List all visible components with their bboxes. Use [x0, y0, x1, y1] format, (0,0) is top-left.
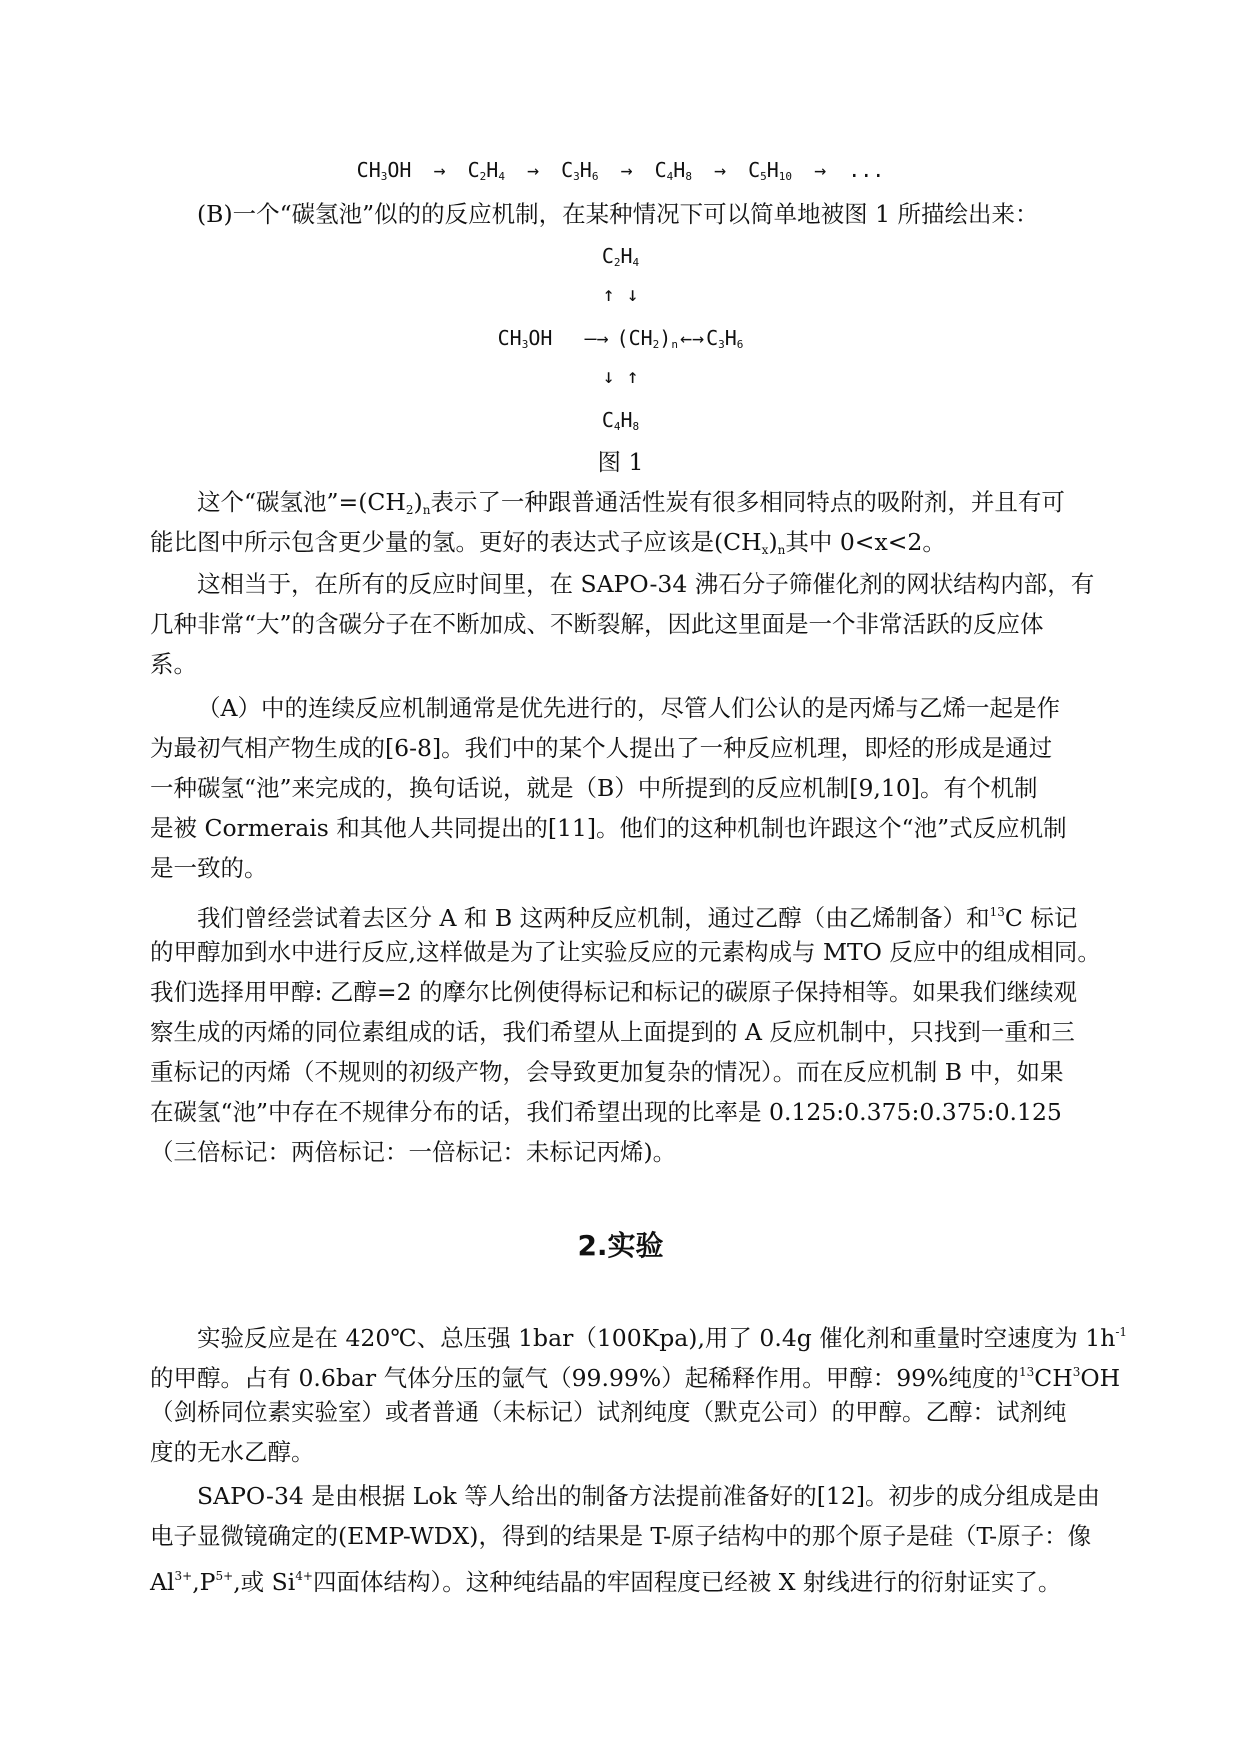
superscript: 5+ [215, 1569, 234, 1583]
subscript: 2 [652, 338, 660, 351]
paragraph-line: 的甲醇加到水中进行反应,这样做是为了让实验反应的元素构成与 MTO 反应中的组成相同。 [150, 938, 1101, 966]
paragraph-line [150, 522, 1112, 570]
subscript: 3 [573, 170, 580, 183]
butene-formula-part: H [673, 158, 686, 182]
text: 其中 0<x<2。 [785, 528, 946, 556]
superscript: 3+ [174, 1569, 193, 1583]
formula-part: CH [497, 326, 522, 350]
text: 四面体结构）。这种纯结晶的牢固程度已经被 X 射线进行的衍射证实了。 [312, 1568, 1062, 1596]
methanol-formula-part: CH [356, 158, 381, 182]
methanol-formula-part: OH [387, 158, 412, 182]
paragraph-line: 我们选择用甲醇: 乙醇=2 的摩尔比例使得标记和标记的碳原子保持相等。如果我们继续观 [150, 978, 1077, 1006]
paragraph-line [150, 1556, 1112, 1602]
subscript: 10 [778, 170, 793, 183]
subscript: n [777, 543, 786, 557]
formula-part: H [724, 326, 737, 350]
subscript: n [422, 503, 431, 517]
subscript: 4 [632, 256, 640, 269]
paragraph-line: 系。 [150, 650, 197, 678]
paragraph-line: （剑桥同位素实验室）或者普通（未标记）试剂纯度（默克公司）的甲醇。乙醇：试剂纯 [150, 1398, 1067, 1426]
subscript: 5 [760, 170, 767, 183]
text: ,P [192, 1568, 216, 1596]
paragraph-b: (B)一个“碳氢池”似的的反应机制，在某种情况下可以简单地被图 1 所描绘出来： [197, 200, 1039, 228]
ellipsis: ... [848, 158, 885, 182]
subscript: 3 [380, 170, 388, 183]
subscript: 2 [613, 256, 621, 269]
subscript: 4 [498, 170, 505, 183]
text: 实验反应是在 420℃、总压强 1bar（100Kpa),用了 0.4g 催化剂和重量时空速度为 1h [197, 1324, 1116, 1352]
formula-part: C [601, 244, 614, 268]
formula-part: C [601, 408, 614, 432]
subscript: 4 [666, 170, 674, 183]
propylene-formula-part: H [579, 158, 592, 182]
subscript: x [761, 543, 769, 557]
butene-formula-part: C [654, 158, 667, 182]
arrow-right-icon: —→ [584, 326, 609, 350]
formula-part: OH [528, 326, 553, 350]
superscript: -1 [1115, 1325, 1128, 1339]
formula-part: H [620, 408, 633, 432]
paragraph-line: （三倍标记：两倍标记：一倍标记：未标记丙烯)。 [150, 1138, 677, 1166]
figure1-middle-row [0, 326, 1241, 351]
text: ) [413, 488, 423, 516]
figure1-top-formula [0, 244, 1241, 269]
paragraph-line: 是被 Cormerais 和其他人共同提出的[11]。他们的这种机制也许跟这个“池”式反应机制 [150, 814, 1067, 842]
formula-part: H [620, 244, 633, 268]
section-heading: 2.实验 [577, 1229, 664, 1262]
subscript: 3 [521, 338, 529, 351]
text: 我们曾经尝试着去区分 A 和 B 这两种反应机制，通过乙醇（由乙烯制备）和 [197, 904, 990, 932]
superscript: 13 [989, 905, 1005, 919]
subscript: 8 [632, 420, 640, 433]
superscript: 3 [1072, 1365, 1081, 1379]
paragraph-line: 重标记的丙烯（不规则的初级产物，会导致更加复杂的情况）。而在反应机制 B 中，如果 [150, 1058, 1064, 1086]
arrow-right-icon: → [433, 158, 446, 182]
subscript: 2 [479, 170, 487, 183]
text: 表示了一种跟普通活性炭有很多相同特点的吸附剂，并且有可 [430, 488, 1065, 516]
text: 这个“碳氢池”=(CH [197, 488, 406, 516]
pentene-formula-part: C [748, 158, 761, 182]
paragraph-line: 度的无水乙醇。 [150, 1438, 315, 1466]
pool-formula-part: (CH [616, 326, 653, 350]
double-arrow-icon: ←→ [679, 326, 705, 350]
formula-part: C [706, 326, 719, 350]
superscript: 4+ [295, 1569, 313, 1583]
text: ) [768, 528, 778, 556]
ethylene-formula-part: H [486, 158, 499, 182]
paragraph-line: 电子显微镜确定的(EMP-WDX)，得到的结果是 T-原子结构中的那个原子是硅（T-原子：像 [150, 1522, 1092, 1550]
paragraph-line: 察生成的丙烯的同位素组成的话，我们希望从上面提到的 A 反应机制中，只找到一重和三 [150, 1018, 1075, 1046]
arrow-right-icon: → [620, 158, 633, 182]
text: Al [150, 1568, 175, 1596]
text: CH [1034, 1364, 1073, 1392]
paragraph-line: 是一致的。 [150, 854, 268, 882]
paragraph-line: 一种碳氢“池”来完成的，换句话说，就是（B）中所提到的反应机制[9,10]。有个机制 [150, 774, 1038, 802]
figure1-caption: 图 1 [597, 448, 644, 476]
text: ,或 Si [233, 1568, 296, 1596]
ethylene-formula-part: C [467, 158, 480, 182]
subscript: 6 [736, 338, 744, 351]
subscript: 6 [591, 170, 599, 183]
superscript: 13 [1018, 1365, 1035, 1379]
subscript: 3 [718, 338, 725, 351]
text: OH [1080, 1364, 1121, 1392]
subscript: 2 [405, 503, 414, 517]
figure1-bottom-formula [0, 408, 1241, 433]
paragraph-line: SAPO-34 是由根据 Lok 等人给出的制备方法提前准备好的[12]。初步的成分组成是由 [197, 1482, 1100, 1510]
propylene-formula-part: C [561, 158, 574, 182]
subscript: 8 [685, 170, 692, 183]
text: 的甲醇。占有 0.6bar 气体分压的氩气（99.99%）起稀释作用。甲醇：99%纯度的 [150, 1364, 1019, 1392]
paragraph-line: 这相当于，在所有的反应时间里，在 SAPO-34 沸石分子筛催化剂的网状结构内部，有 [197, 570, 1095, 598]
reaction-chain-equation [0, 158, 1241, 183]
figure1-up-down-arrows-icon: ↑ ↓ [602, 282, 639, 306]
pool-formula-part: ) [659, 326, 672, 350]
pentene-formula-part: H [766, 158, 779, 182]
arrow-right-icon: → [713, 158, 727, 182]
text: 能比图中所示包含更少量的氢。更好的表达式子应该是(CH [150, 528, 762, 556]
arrow-right-icon: → [814, 158, 827, 182]
subscript: 4 [613, 420, 621, 433]
paragraph-line: 在碳氢“池”中存在不规律分布的话，我们希望出现的比率是 0.125:0.375:0.375:0.125 [150, 1098, 1062, 1126]
arrow-right-icon: → [527, 158, 540, 182]
paragraph-line: 为最初气相产物生成的[6-8]。我们中的某个人提出了一种反应机理，即烃的形成是通过 [150, 734, 1053, 762]
text: C 标记 [1004, 904, 1078, 932]
figure1-down-up-arrows-icon: ↓ ↑ [602, 364, 639, 388]
paragraph-line: （A）中的连续反应机制通常是优先进行的，尽管人们公认的是丙烯与乙烯一起是作 [197, 694, 1060, 722]
subscript: n [671, 338, 678, 351]
paragraph-line: 几种非常“大”的含碳分子在不断加成、不断裂解，因此这里面是一个非常活跃的反应体 [150, 610, 1044, 638]
